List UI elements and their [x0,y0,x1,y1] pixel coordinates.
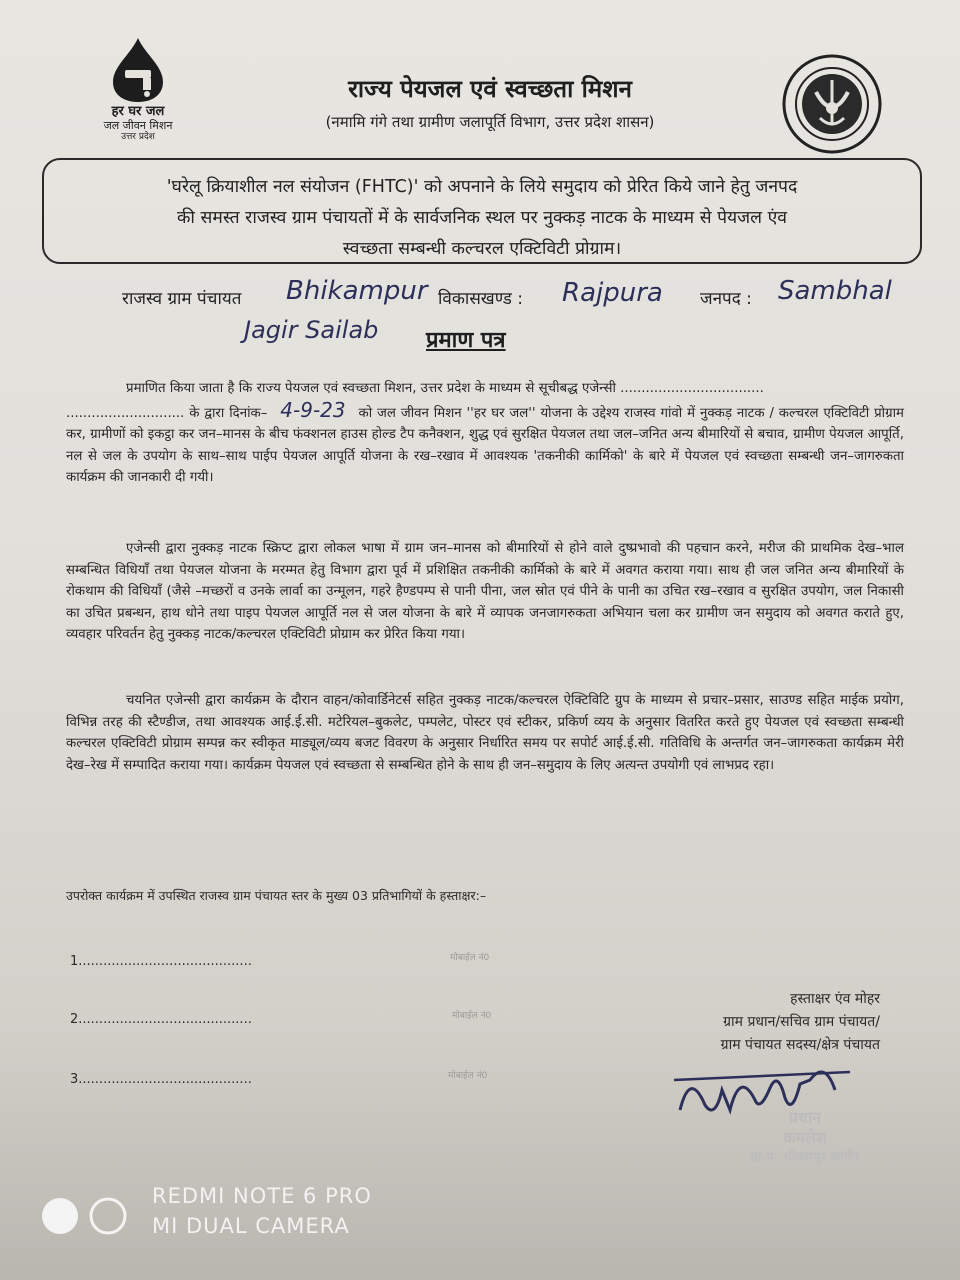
watermark-line-1: REDMI NOTE 6 PRO [152,1184,372,1208]
p1-part-a: प्रमाणित किया जाता है कि राज्य पेयजल एवं स्वच्छता मिशन, उत्तर प्रदेश के माध्यम से सूचीबद्ध एजेन्सी .................................. [126,381,764,396]
heading-line-3: स्वच्छता सम्बन्धी कल्चरल एक्टिविटी प्रोग्राम। [342,239,622,259]
signatory-line-2: ग्राम प्रधान/सचिव ग्राम पंचायत/ [723,1014,880,1030]
signatory-line-3: ग्राम पंचायत सदस्य/क्षेत्र पंचायत [720,1037,880,1053]
emblem-seal-icon [780,52,884,156]
logo-line-3: उत्तर प्रदेश [121,132,155,142]
heading-line-2: की समस्त राजस्व ग्राम पंचायतों में के सार्वजनिक स्थल पर नुक्कड़ नाटक के माध्यम से पेयजल एंव [176,208,787,228]
p2-text: एजेन्सी द्वारा नुक्कड़ नाटक स्क्रिप्ट द्वारा लोकल भाषा में ग्राम जन–मानस को बीमारियों से होने वाले दुष्प्रभावो की पहचान करने, मरीज की प्राथमिक देख–भाल सम्बन्धित विधियॉं तथा पेयजल योजना के मरम्मत हेतु विभाग द्वारा पूर्व में प्रशिक्षित तकनीकी कार्मिको के बारे में अवगत कराया गया। साथ ही जल जनित अन्य बीमारियों के रोकथाम की विधियॉं (जैसे –मच्छरों व उनके लार्वा का उन्मूलन, गहरे हैण्डपम्प से पानी पीना, जल स्रोत एवं पीने के पानी का उचित रख–रखाव व सुरक्षित उपयोग, जल निकासी का उचित प्रबन्धन, हाथ धोने तथा पाइप पेयजल आपूर्ति नल से जल योजना के बारे में व्यापक जनजागरुकता अभियान चला कर ग्रामीण जन समुदाय को अवगत कराते हुए, व्यवहार परिवर्तन हेतु नुक्कड़ नाटक/कल्चरल एक्टिविटी प्रोग्राम कर प्रेरित किया गया। [66,541,904,643]
p1-part-b: ............................ के द्वारा दिनांक– [66,405,268,421]
logo-line-1: हर घर जल [111,104,165,119]
gram-panchayat-label: राजस्व ग्राम पंचायत [122,289,242,309]
mission-title: राज्य पेयजल एवं स्वच्छता मिशन [348,75,632,103]
block-value: Rajpura [562,278,663,308]
stamp-line-3: ग्रा.प. भीकमपुर जागीर [750,1150,860,1165]
mission-subtitle: (नमामि गंगे तथा ग्रामीण जलापूर्ति विभाग, उत्तर प्रदेश शासन) [325,113,655,131]
event-date-handwritten: 4-9-23 [280,397,346,422]
paragraph-2 [66,538,904,646]
p3-text: चयनित एजेन्सी द्वारा कार्यक्रम के दौरान वाहन/कोवार्डिनेटर्स सहित नुक्कड़ नाटक/कल्चरल ऐक्टिविटि ग्रुप के माध्यम से प्रचार–प्रसार, साउण्ड सहित माईक प्रयोग, विभिन्न तरह की स्टैण्डीज, तथा आवश्यक आई.ई.सी. मटेरियल–बुकलेट, पम्पलेट, पोस्टर एवं स्टीकर, प्रकिर्ण व्यय के अनुसार वितरित करते हुए पेयजल एवं स्वच्छता सम्बन्धी कल्चरल एक्टिविटी प्रोग्राम सम्पन्न कर स्वीकृत माड्यूल/व्यय बजट विवरण के अनुसार निर्धारित समय पर सपोर्ट आई.ई.सी. गतिविधि के अन्तर्गत जन–जागरुकता कार्यक्रम मेरी देख–रेख में सम्पादित कराया गया। कार्यक्रम पेयजल एवं स्वच्छता से सम्बन्धित होने के साथ ही जन–समुदाय के लिए अत्यन्त उपयोगी एवं लाभप्रद रहा। [66,693,904,773]
watermark-line-2: MI DUAL CAMERA [152,1214,350,1238]
water-drop-logo-icon [103,36,173,104]
attendees-intro: उपरोक्त कार्यक्रम में उपस्थित राजस्व ग्राम पंचायत स्तर के मुख्य 03 प्रतिभागियों के हस्ताक्षर:– [66,888,487,903]
attendee-signature-line-1: 1.......................................... [70,954,252,969]
paragraph-1 [66,378,904,489]
location-fields-row [0,276,960,316]
logo-line-2: जल जीवन मिशन [103,119,173,132]
district-value: Sambhal [778,276,892,306]
attendee-signature-line-3: 3.......................................... [70,1072,252,1087]
har-ghar-jal-logo [78,36,198,143]
mobile-label-2: मोबाईल नं0 [452,1011,492,1021]
heading-line-1: 'घरेलू क्रियाशील नल संयोजन (FHTC)' को अपनाने के लिये समुदाय को प्रेरित किये जाने हेतु जनपद [166,177,798,197]
p1-part-c: को जल जीवन मिशन ''हर घर जल'' योजना के उद्देश्य राजस्व गांवो में नुक्कड़ नाटक / कल्चरल एक्टिविटी प्रोग्राम कर, ग्रामीणों को इकट्ठा कर जन–मानस के बीच फंक्शनल हाउस होल्ड टैप कनैक्शन, शुद्ध एवं सुरक्षित पेयजल तथा जल–जनित अन्य बीमारियों से बचाव, ग्रामीण पेयजल आपूर्ति, नल से जल के उपयोग के साथ–साथ पाईप पेयजल आपूर्ति योजना के रख–रखाव में आवश्यक 'तकनीकी कार्मिको' के बारे में पेयजल एवं स्वच्छता सम्बन्धी जन–जागरुकता कार्यक्रम की जानकारी दी गयी। [66,405,904,486]
gram-panchayat-value: Bhikampur [286,276,428,306]
attendee-signature-line-2: 2.......................................... [70,1012,252,1027]
signatory-block [640,988,880,1057]
program-heading-box [42,158,922,264]
faded-pradhan-stamp [700,1108,910,1168]
up-government-seal [780,52,884,160]
signatory-line-1: हस्ताक्षर एंव मोहर [790,991,880,1007]
district-label: जनपद : [700,289,752,309]
paragraph-3 [66,690,904,776]
mobile-label-1: मोबाईल नं0 [450,953,490,963]
block-label: विकासखण्ड : [438,289,524,309]
stamp-line-2: कमलेश [783,1128,827,1147]
gram-panchayat-value-continued: Jagir Sailab [244,316,379,344]
certificate-title: प्रमाण पत्र [426,328,506,353]
mobile-label-3: मोबाईल नं0 [448,1071,488,1081]
stamp-line-1: प्रधान [789,1108,821,1127]
camera-dual-lens-icon [40,1196,132,1236]
